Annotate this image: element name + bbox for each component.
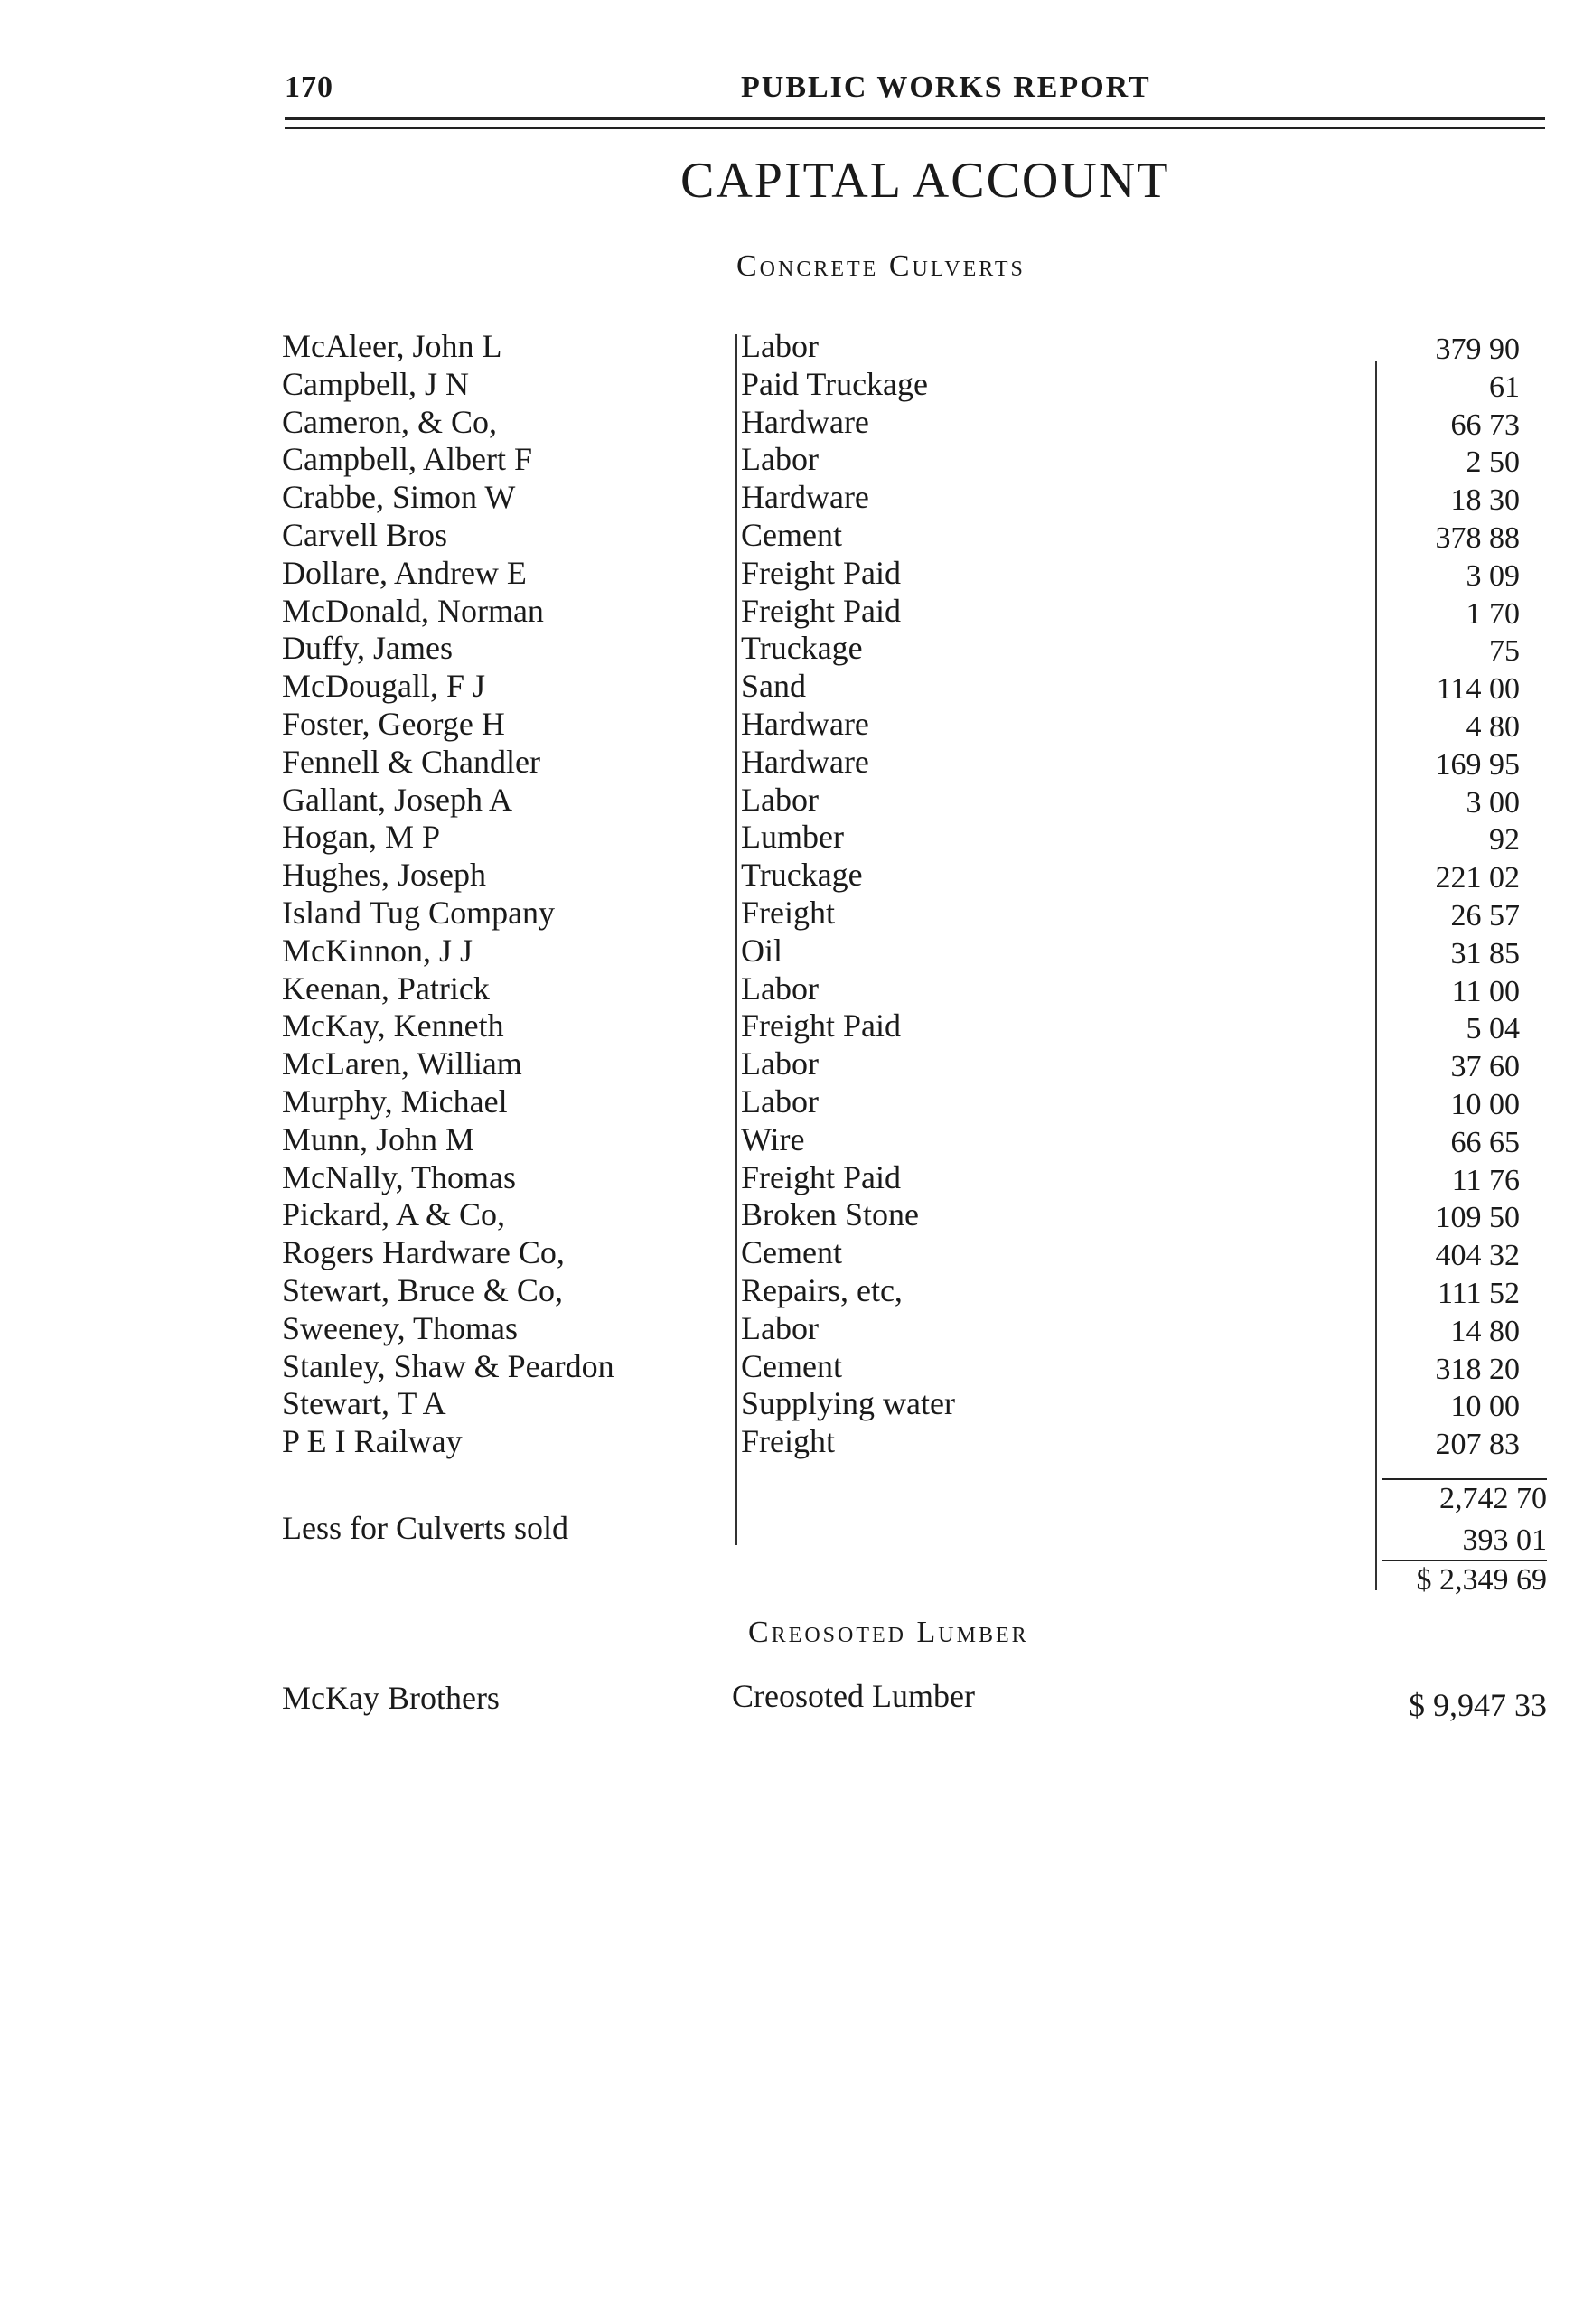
table-row [0, 1271, 1574, 1309]
item-description: Truckage [741, 630, 863, 667]
creosoted-lumber-payee: McKay Brothers [282, 1680, 500, 1716]
table-row [0, 667, 1574, 705]
table-row [0, 554, 1574, 592]
payee-name: Stanley, Shaw & Peardon [282, 1347, 614, 1384]
payee-name: Hogan, M P [282, 819, 441, 856]
less-culverts-sold-amount: 393 01 [1462, 1523, 1547, 1557]
payee-name: McLaren, William [282, 1045, 522, 1082]
item-description: Labor [741, 441, 819, 478]
payee-name: Sweeney, Thomas [282, 1309, 518, 1346]
amount: 3 09 [1466, 558, 1520, 593]
amount: 26 57 [1450, 898, 1520, 932]
section-heading-creosoted-lumber: Creosoted Lumber [748, 1616, 1029, 1649]
item-description: Freight Paid [741, 1007, 901, 1045]
table-row [0, 970, 1574, 1007]
section-heading-concrete-culverts: Concrete Culverts [736, 249, 1026, 283]
table-row [0, 592, 1574, 630]
amount: 378 88 [1435, 520, 1520, 555]
total-amount: $ 2,349 69 [1416, 1563, 1547, 1597]
payee-name: McDougall, F J [282, 668, 485, 705]
amount: 114 00 [1436, 672, 1520, 707]
item-description: Labor [741, 781, 819, 818]
table-row [0, 856, 1574, 894]
payee-name: Stewart, Bruce & Co, [282, 1271, 563, 1308]
payee-name: McKinnon, J J [282, 932, 473, 969]
table-row [0, 705, 1574, 743]
amount: 4 80 [1466, 709, 1520, 744]
amount: 2 50 [1466, 445, 1520, 480]
amount: 169 95 [1435, 747, 1520, 782]
item-description: Lumber [741, 819, 844, 856]
table-row [0, 1422, 1574, 1460]
table-row [0, 403, 1574, 441]
table-row [0, 629, 1574, 667]
item-description: Hardware [741, 705, 869, 742]
table-row [0, 1195, 1574, 1233]
table-row [0, 516, 1574, 554]
payee-name: Carvell Bros [282, 516, 447, 553]
total-rule [1382, 1560, 1547, 1561]
item-description: Hardware [741, 743, 869, 780]
payee-name: Campbell, J N [282, 365, 469, 402]
table-row [0, 894, 1574, 932]
amount: 109 50 [1435, 1201, 1520, 1235]
table-row [0, 365, 1574, 403]
amount: 61 [1489, 370, 1520, 404]
payee-name: Rogers Hardware Co, [282, 1234, 565, 1271]
payee-name: Island Tug Company [282, 894, 556, 931]
item-description: Labor [741, 1082, 819, 1120]
amount: 318 20 [1435, 1352, 1520, 1386]
payee-name: Dollare, Andrew E [282, 554, 527, 591]
header-rule-secondary [285, 127, 1545, 129]
item-description: Sand [741, 668, 806, 705]
amount: 5 04 [1466, 1012, 1520, 1046]
payee-name: Keenan, Patrick [282, 970, 490, 1007]
item-description: Freight [741, 894, 835, 931]
payee-name: Crabbe, Simon W [282, 479, 516, 516]
item-description: Paid Truckage [741, 365, 928, 402]
payee-name: McAleer, John L [282, 328, 502, 364]
amount: 18 30 [1450, 483, 1520, 518]
amount: 404 32 [1435, 1239, 1520, 1273]
payee-name: Fennell & Chandler [282, 743, 540, 780]
table-row [0, 1347, 1574, 1385]
item-description: Labor [741, 328, 819, 364]
payee-name: McKay, Kenneth [282, 1007, 504, 1045]
table-row [0, 327, 1574, 365]
page-title: CAPITAL ACCOUNT [680, 153, 1170, 209]
table-row [0, 1007, 1574, 1045]
page-number: 170 [285, 70, 333, 104]
item-description: Freight Paid [741, 554, 901, 591]
table-row [0, 1082, 1574, 1120]
table-row [0, 1120, 1574, 1158]
payee-name: Gallant, Joseph A [282, 781, 512, 818]
table-row [0, 932, 1574, 970]
payee-name: Duffy, James [282, 630, 453, 667]
amount: 111 52 [1438, 1276, 1520, 1310]
creosoted-lumber-item: Creosoted Lumber [732, 1678, 975, 1714]
item-description: Hardware [741, 479, 869, 516]
table-row [0, 478, 1574, 516]
item-description: Freight Paid [741, 592, 901, 629]
running-title: PUBLIC WORKS REPORT [741, 70, 1151, 104]
creosoted-lumber-amount: $ 9,947 33 [1409, 1687, 1547, 1723]
item-description: Supplying water [741, 1385, 955, 1422]
table-row [0, 1158, 1574, 1196]
payee-name: Campbell, Albert F [282, 441, 532, 478]
item-description: Freight [741, 1423, 835, 1460]
culvert-entries [0, 327, 1574, 1460]
amount: 14 80 [1450, 1314, 1520, 1348]
amount: 10 00 [1450, 1390, 1520, 1424]
amount: 75 [1489, 634, 1520, 669]
item-description: Labor [741, 970, 819, 1007]
payee-name: Stewart, T A [282, 1385, 446, 1422]
subtotal-amount: 2,742 70 [1439, 1482, 1547, 1515]
payee-name: Murphy, Michael [282, 1082, 508, 1120]
payee-name: McNally, Thomas [282, 1158, 516, 1195]
item-description: Hardware [741, 403, 869, 440]
amount: 207 83 [1435, 1428, 1520, 1462]
table-row [0, 1233, 1574, 1271]
item-description: Freight Paid [741, 1158, 901, 1195]
amount: 11 00 [1451, 974, 1520, 1008]
item-description: Labor [741, 1309, 819, 1346]
table-row [0, 781, 1574, 819]
item-description: Cement [741, 1347, 842, 1384]
amount: 10 00 [1450, 1087, 1520, 1121]
item-description: Labor [741, 1045, 819, 1082]
item-description: Wire [741, 1120, 805, 1157]
amount: 66 73 [1450, 408, 1520, 442]
payee-name: Pickard, A & Co, [282, 1196, 506, 1233]
payee-name: Hughes, Joseph [282, 857, 486, 894]
amount: 3 00 [1466, 785, 1520, 820]
amount: 66 65 [1450, 1125, 1520, 1159]
amount: 1 70 [1466, 596, 1520, 631]
table-row [0, 818, 1574, 856]
less-culverts-sold-label: Less for Culverts sold [282, 1510, 568, 1546]
table-row [0, 440, 1574, 478]
subtotal-rule [1382, 1478, 1547, 1480]
payee-name: Foster, George H [282, 705, 505, 742]
item-description: Repairs, etc, [741, 1271, 903, 1308]
amount: 11 76 [1451, 1163, 1520, 1197]
header-rule [285, 117, 1545, 120]
table-row [0, 1045, 1574, 1082]
table-row [0, 1384, 1574, 1422]
payee-name: McDonald, Norman [282, 592, 544, 629]
amount: 31 85 [1450, 936, 1520, 970]
payee-name: Cameron, & Co, [282, 403, 497, 440]
table-row [0, 1309, 1574, 1347]
item-description: Cement [741, 1234, 842, 1271]
item-description: Cement [741, 516, 842, 553]
payee-name: Munn, John M [282, 1120, 475, 1157]
amount: 37 60 [1450, 1050, 1520, 1084]
amount: 221 02 [1435, 861, 1520, 895]
item-description: Broken Stone [741, 1196, 919, 1233]
item-description: Oil [741, 932, 783, 969]
payee-name: P E I Railway [282, 1423, 463, 1460]
amount: 92 [1489, 823, 1520, 857]
item-description: Truckage [741, 857, 863, 894]
table-row [0, 743, 1574, 781]
amount: 379 90 [1435, 333, 1520, 366]
